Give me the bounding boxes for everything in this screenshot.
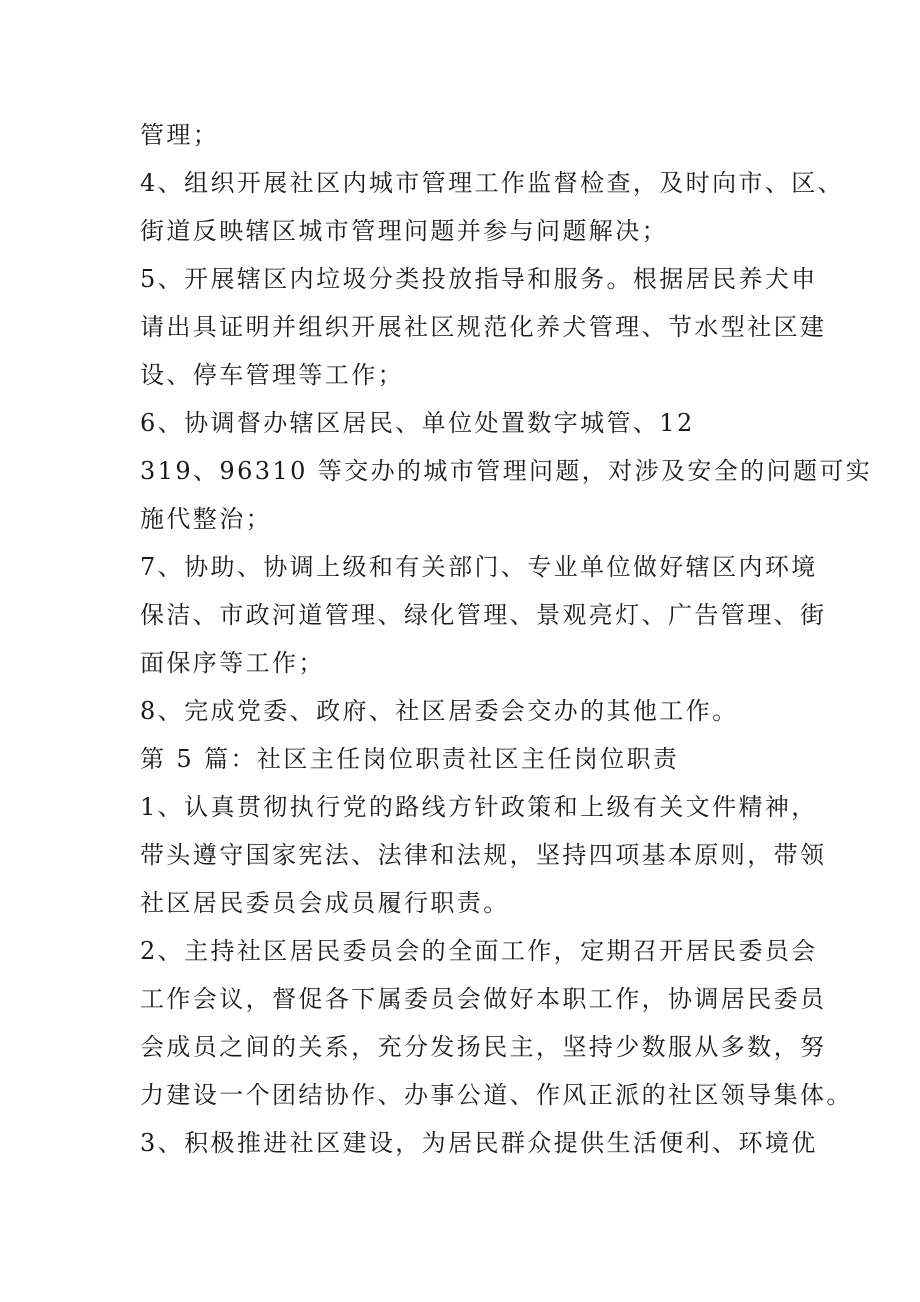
text-line: 保洁、市政河道管理、绿化管理、景观亮灯、广告管理、街: [140, 601, 827, 629]
text-line: 2、主持社区居民委员会的全面工作，定期召开居民委员会: [140, 937, 818, 965]
text-line: 施代整治；: [140, 505, 272, 533]
text-line: 5、开展辖区内垃圾分类投放指导和服务。根据居民养犬申: [140, 265, 818, 293]
text-line: 力建设一个团结协作、办事公道、作风正派的社区领导集体。: [140, 1081, 853, 1109]
text-line: 8、完成党委、政府、社区居委会交办的其他工作。: [140, 697, 739, 725]
text-line: 1、认真贯彻执行党的路线方针政策和上级有关文件精神，: [140, 793, 818, 821]
text-line: 工作会议，督促各下属委员会做好本职工作，协调居民委员: [140, 985, 827, 1013]
text-line: 社区居民委员会成员履行职责。: [140, 889, 510, 917]
text-line: 面保序等工作；: [140, 649, 325, 677]
text-line: 会成员之间的关系，充分发扬民主，坚持少数服从多数，努: [140, 1033, 827, 1061]
text-line: 街道反映辖区城市管理问题并参与问题解决；: [140, 217, 668, 245]
text-line: 4、组织开展社区内城市管理工作监督检查，及时向市、区、: [140, 169, 845, 197]
text-line: 管理；: [140, 121, 220, 149]
text-line: 6、协调督办辖区居民、单位处置数字城管、12: [140, 409, 695, 437]
text-line: 3、积极推进社区建设，为居民群众提供生活便利、环境优: [140, 1129, 818, 1157]
text-line: 请出具证明并组织开展社区规范化养犬管理、节水型社区建: [140, 313, 827, 341]
text-line: 带头遵守国家宪法、法律和法规，坚持四项基本原则，带领: [140, 841, 827, 869]
text-line: 设、停车管理等工作；: [140, 361, 404, 389]
text-line: 7、协助、协调上级和有关部门、专业单位做好辖区内环境: [140, 553, 818, 581]
section-heading: 第 5 篇：社区主任岗位职责社区主任岗位职责: [140, 745, 680, 773]
text-line: 319、96310 等交办的城市管理问题，对涉及安全的问题可实: [140, 457, 873, 485]
